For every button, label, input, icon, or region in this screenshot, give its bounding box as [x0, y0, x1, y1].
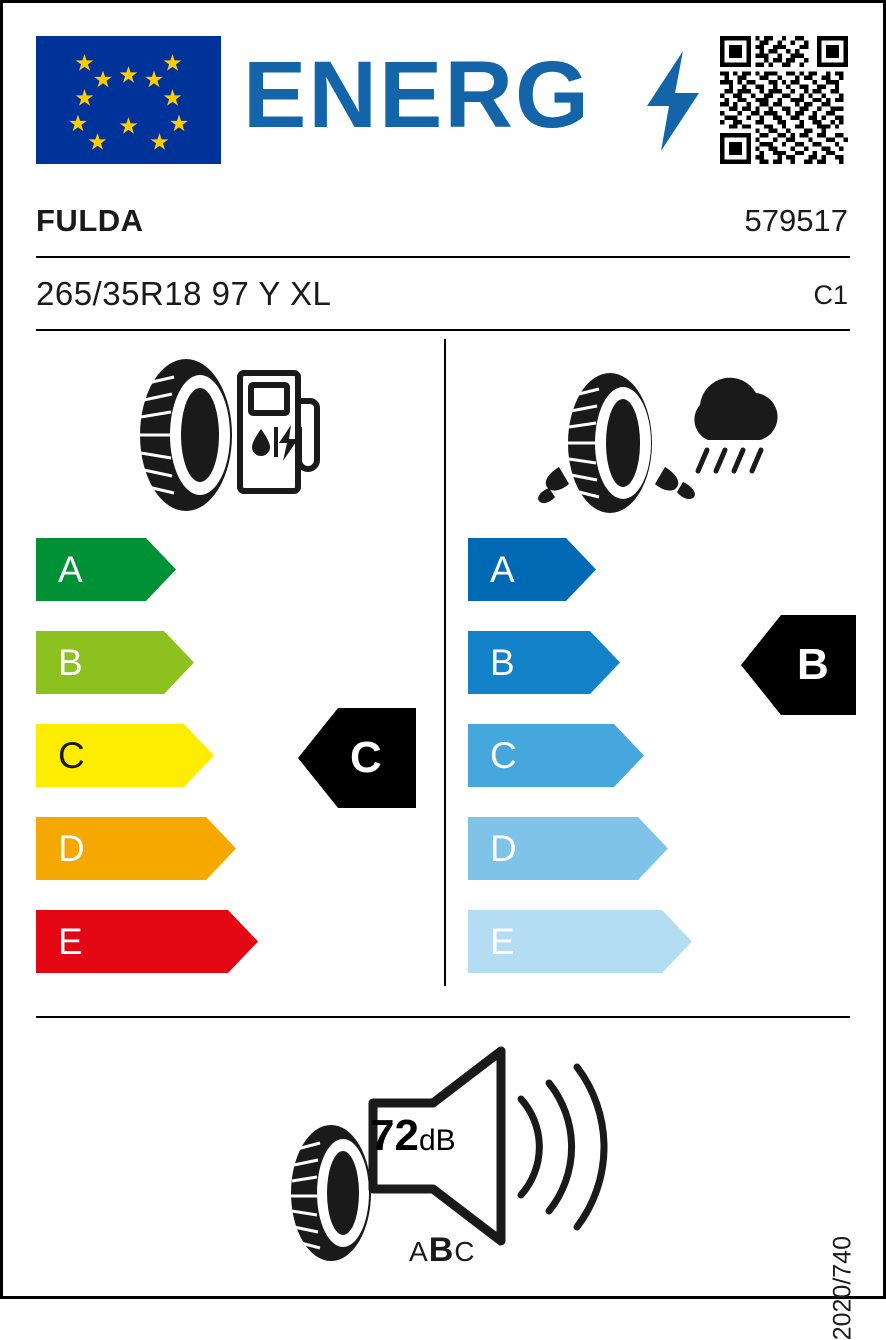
divider-vertical	[444, 339, 446, 986]
noise-class-b: B	[428, 1231, 455, 1269]
divider-mid	[36, 329, 850, 331]
fuel-grade-c	[36, 724, 214, 787]
wet-grade-a-label: A	[490, 548, 515, 590]
fuel-grade-b	[36, 631, 194, 694]
rain-cloud-icon	[694, 378, 777, 471]
wet-grade-c-label: C	[490, 734, 517, 776]
fuel-grade-e	[36, 910, 258, 973]
tyre-size: 265/35R18 97 Y XL	[36, 275, 332, 312]
fuel-efficiency-pictogram	[128, 355, 328, 515]
eu-flag-icon	[36, 36, 221, 164]
divider-bottom	[36, 1016, 850, 1018]
noise-class-c: C	[454, 1236, 476, 1267]
noise-class-scale	[409, 1231, 475, 1270]
fuel-pump-icon	[240, 373, 317, 491]
noise-class-a: A	[409, 1236, 429, 1267]
wet-grade-e-label: E	[490, 920, 515, 962]
fuel-grade-d	[36, 817, 236, 880]
brand-name: FULDA	[36, 203, 144, 238]
divider-top	[36, 256, 850, 258]
fuel-grade-c-label: C	[58, 734, 85, 776]
tyre-icon	[140, 359, 232, 511]
wet-grip-pictogram	[535, 355, 793, 525]
regulation-reference: 2020/740	[828, 1236, 856, 1340]
energy-wordmark: ENERG	[243, 42, 591, 148]
qr-code-icon	[720, 36, 848, 164]
wet-result-marker	[741, 615, 856, 715]
fuel-result-label: C	[350, 733, 382, 782]
tyre-class: C1	[813, 280, 848, 310]
fuel-result-marker	[298, 708, 416, 808]
fuel-grade-a-label: A	[58, 548, 83, 590]
wet-grade-c	[468, 724, 644, 787]
lightning-bolt-icon	[643, 51, 703, 151]
wet-grade-e	[468, 910, 692, 973]
noise-db-unit: dB	[418, 1124, 456, 1157]
fuel-grade-d-label: D	[58, 827, 85, 869]
wet-grade-b	[468, 631, 620, 694]
fuel-grade-b-label: B	[58, 641, 83, 683]
tyre-splash-icon	[538, 373, 695, 513]
wet-grade-d-label: D	[490, 827, 517, 869]
sku-number: 579517	[744, 203, 848, 238]
wet-grade-a	[468, 538, 596, 601]
noise-value	[370, 1111, 456, 1161]
wet-grade-b-label: B	[490, 641, 515, 683]
wet-result-label: B	[797, 640, 829, 689]
tyre-icon	[291, 1125, 371, 1261]
sound-waves-icon	[521, 1067, 604, 1227]
fuel-grade-e-label: E	[58, 920, 83, 962]
fuel-grade-a	[36, 538, 176, 601]
wet-grade-d	[468, 817, 668, 880]
noise-db-number: 72	[370, 1111, 419, 1160]
